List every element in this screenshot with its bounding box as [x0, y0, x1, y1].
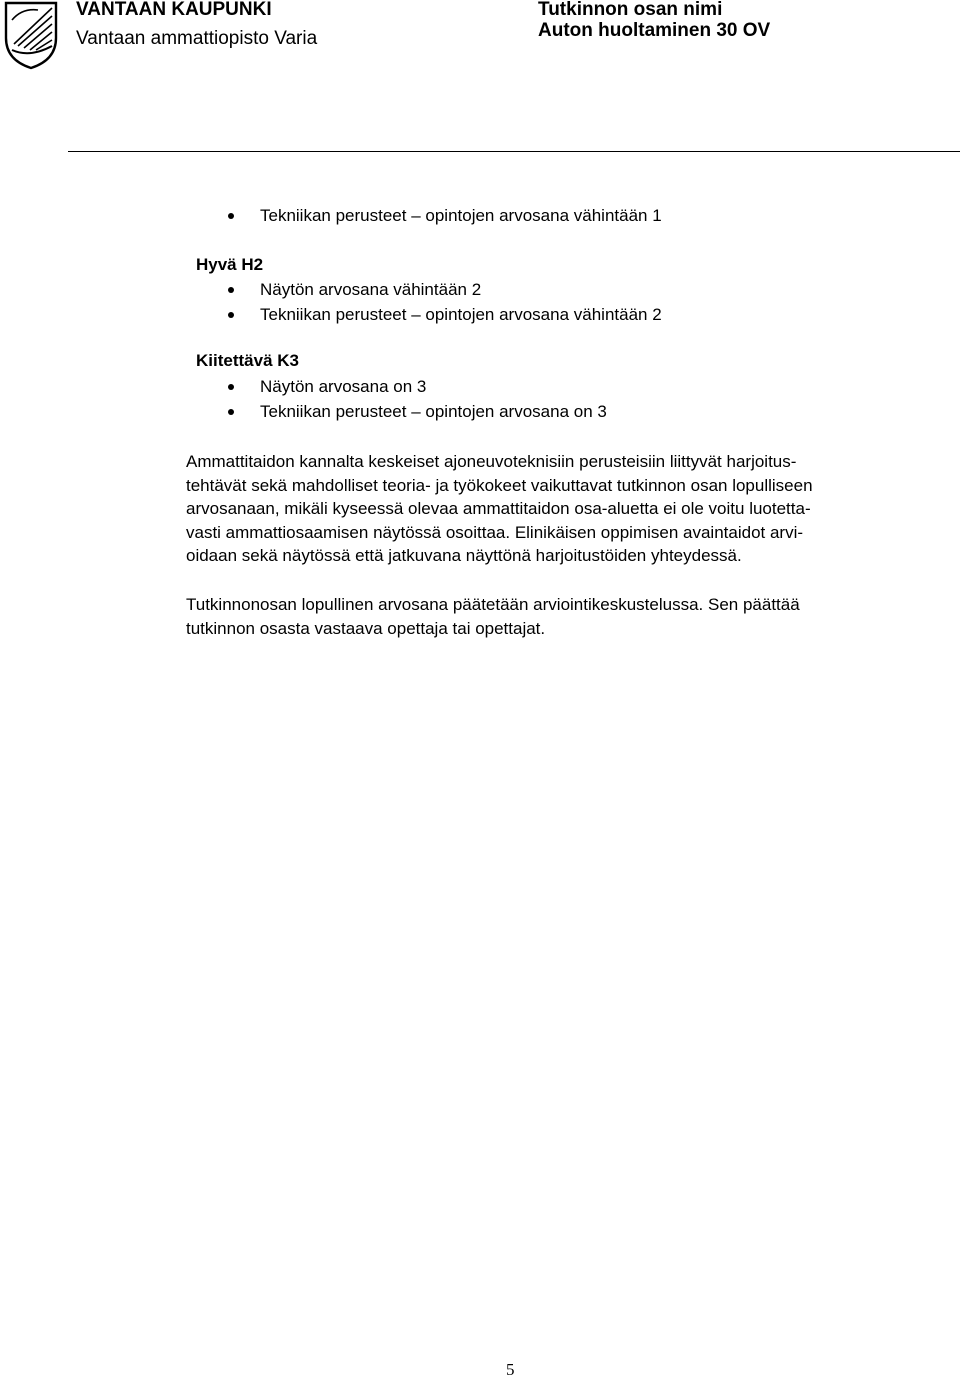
bullet-icon	[228, 409, 234, 415]
list-item-text: Tekniikan perusteet – opintojen arvosana vähintään 1	[260, 206, 662, 225]
bullet-icon	[228, 312, 234, 318]
paragraph-line: tutkinnon osasta vastaava opettaja tai opettajat.	[186, 618, 546, 638]
grade-heading-good: Hyvä H2	[196, 255, 264, 274]
final-grade-paragraph	[186, 593, 956, 640]
list-item-text: Näytön arvosana vähintään 2	[260, 280, 482, 299]
list-item-text: Näytön arvosana on 3	[260, 377, 427, 396]
school-name: Vantaan ammattiopisto Varia	[76, 28, 318, 49]
grade-heading-excellent: Kiitettävä K3	[196, 351, 299, 370]
paragraph-line: oidaan sekä näytössä että jatkuvana näyttönä harjoitustöiden yhteydessä.	[186, 546, 742, 565]
header-divider	[68, 151, 960, 152]
paragraph-line: tehtävät sekä mahdolliset teoria- ja työkokeet vaikuttavat tutkinnon osan lopulliseen	[186, 475, 813, 495]
section-title: Auton huoltaminen 30 OV	[538, 20, 771, 41]
page-number: 5	[506, 1360, 515, 1379]
list-item-text: Tekniikan perusteet – opintojen arvosana vähintään 2	[260, 305, 662, 324]
organization-name: VANTAAN KAUPUNKI	[76, 0, 272, 20]
paragraph-line: Ammattitaidon kannalta keskeiset ajoneuvoteknisiin perusteisiin liittyvät harjoitus-	[186, 452, 797, 471]
paragraph-line: Tutkinnonosan lopullinen arvosana päätetään arviointikeskustelussa. Sen päättää	[186, 595, 800, 614]
paragraph-line: vasti ammattiosaamisen näytössä osoittaa. Elinikäisen oppimisen avaintaidot arvi-	[186, 522, 804, 542]
bullet-icon	[228, 213, 234, 219]
list-item-text: Tekniikan perusteet – opintojen arvosana on 3	[260, 402, 607, 421]
section-label: Tutkinnon osan nimi	[538, 0, 723, 20]
assessment-paragraph	[186, 450, 956, 568]
paragraph-line: arvosanaan, mikäli kyseessä olevaa ammattitaidon osa-aluetta ei ole voitu luotetta-	[186, 499, 811, 518]
vantaa-coat-of-arms-logo	[2, 0, 60, 70]
bullet-icon	[228, 384, 234, 390]
bullet-icon	[228, 287, 234, 293]
